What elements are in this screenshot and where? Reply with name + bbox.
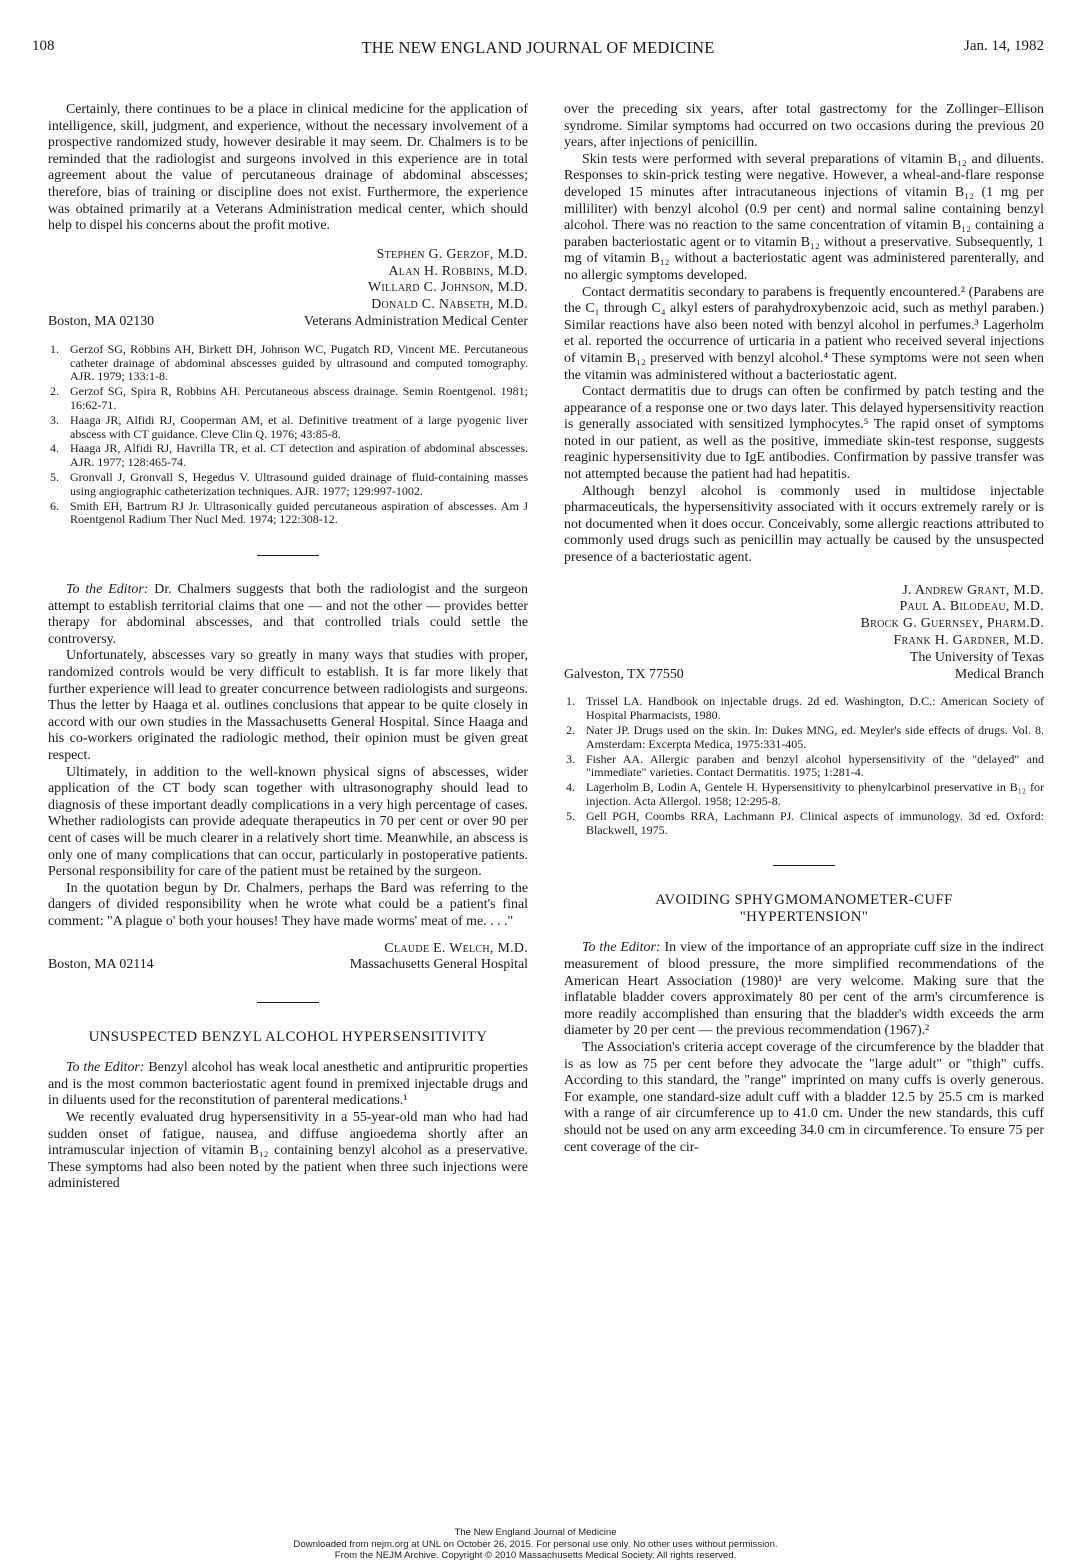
letter-gerzof xyxy=(48,102,528,527)
author-name: Willard C. Johnson, M.D. xyxy=(367,280,528,296)
reference-item: 1. Gerzof SG, Robbins AH, Birkett DH, Johnson WC, Pugatch RD, Vincent ME. Percutaneous catheter drainage of abdominal abscesses guided by ultrasound and computed tomography. AJR. 1979; 133:1-8. xyxy=(50,341,528,384)
author-name: Alan H. Robbins, M.D. xyxy=(388,263,528,279)
section-divider xyxy=(257,1002,319,1003)
lead-in: To the Editor: xyxy=(66,1060,145,1076)
page-header xyxy=(32,38,1044,60)
section-divider xyxy=(257,555,319,556)
paragraph: over the preceding six years, after total gastrectomy for the Zollinger–Ellison syndrome. Similar symptoms had occurred on two occasions during the previous 20 years, after injections of penicillin. xyxy=(564,102,1044,151)
institution: Veterans Administration Medical Center xyxy=(303,313,528,329)
reference-item: 6. Smith EH, Bartrum RJ Jr. Ultrasonically guided percutaneous aspiration of abscesses. Am J Roentgenol Radium Ther Nucl Med. 1974; 122:308-12. xyxy=(50,498,528,527)
footer-copyright: From the NEJM Archive. Copyright © 2010 Massachusetts Medical Society. All rights reserved. xyxy=(334,1550,737,1562)
paragraph: Contact dermatitis secondary to parabens is frequently encountered.² (Parabens are the C₁ through C₄ alkyl esters of parahydroxybenzoic acid, such as methyl paraben.) Similar reactions have also been noted with benzyl alcohol in perfumes.³ Lagerholm et al. reported the occurrence of urticaria in a patient who received several injections of vitamin B₁₂ preserved with benzyl alcohol.⁴ These symptoms were not seen when the vitamin was administered without a bacteriostatic agent. xyxy=(564,284,1044,383)
article-cuff-hypertension xyxy=(564,892,1044,1156)
reference-item: 5. Gronvall J, Gronvall S, Hegedus V. Ultrasound guided drainage of fluid-containing masses using angiographic catheterization techniques. AJR. 1977; 129:997-1002. xyxy=(50,469,528,498)
reference-item: 3. Haaga JR, Alfidi RJ, Cooperman AM, et al. Definitive treatment of a large pyogenic liver abscess with CT guidance. Cleve Clin Q. 1976; 43:85-8. xyxy=(50,412,528,441)
affiliation-line xyxy=(564,667,1044,684)
paragraph: Ultimately, in addition to the well-known physical signs of abscesses, wider application of the CT body scan together with ultrasonography should lead to diagnosis of these important deadly complications in a very high percentage of cases. Whether radiologists can provide adequate therapeutics in 70 per cent or over 90 per cent of cases will be much clearer in a relatively short time. Meanwhile, an abscess is only one of many complications that can occur, particularly in postoperative patients. Personal responsibility for care of the patient must be retained by the surgeon. xyxy=(48,764,528,880)
reference-item: 5. Gell PGH, Coombs RRA, Lachmann PJ. Clinical aspects of immunology. 3d ed. Oxford: Blackwell, 1975. xyxy=(566,808,1044,837)
author-name: J. Andrew Grant, M.D. xyxy=(902,582,1044,598)
article-benzyl-alcohol xyxy=(48,1029,528,1193)
reference-item: 4. Haaga JR, Alfidi RJ, Havrilla TR, et al. CT detection and aspiration of abdominal abscesses. AJR. 1977; 128:465-74. xyxy=(50,441,528,470)
paragraph: Unfortunately, abscesses vary so greatly in many ways that studies with proper, randomized controls would be very difficult to establish. It is far more likely that further experience will lead to greater concurrence between radiologists and surgeons. Thus the letter by Haaga et al. outlines conclusions that appear to be quite closely in accord with our own studies in the Massachusetts General Hospital. Since Haaga and his co-workers originated the radiologic method, their opinion must be given great respect. xyxy=(48,648,528,764)
affiliation-line xyxy=(48,957,528,974)
paragraph: The Association's criteria accept coverage of the circumference by the bladder that is as low as 75 per cent before they advocate the "large adult" or "thigh" cuffs. According to this standard, the "range" imprinted on many cuffs is overly generous. For example, one standard-size adult cuff with a bladder 12.5 by 25.5 cm is marked with a range of air circumference up to 41.0 cm. Under the new standards, this cuff should not be used on any arm exceeding 34.0 cm in circumference. To ensure 75 per cent coverage of the cir- xyxy=(564,1039,1044,1155)
author-name: Paul A. Bilodeau, M.D. xyxy=(899,599,1044,615)
signature-block xyxy=(48,941,528,958)
author-name: Frank H. Gardner, M.D. xyxy=(893,633,1044,649)
article-title: UNSUSPECTED BENZYL ALCOHOL HYPERSENSITIVITY xyxy=(88,1029,488,1046)
page-footer xyxy=(0,1527,1071,1562)
city-zip: Boston, MA 02130 xyxy=(48,313,155,329)
paragraph: We recently evaluated drug hypersensitivity in a 55-year-old man who had had sudden onset of fatigue, nausea, and diffuse angioedema shortly after an intramuscular injection of vitamin B₁₂ containing benzyl alcohol as a preservative. These symptoms had also been noted by the patient when three such injections were administered xyxy=(48,1109,528,1192)
right-column xyxy=(564,102,1044,1156)
lead-in: To the Editor: xyxy=(66,582,149,598)
paragraph: Although benzyl alcohol is commonly used in multidose injectable pharmaceuticals, the hypersensitivity associated with it occurs extremely rarely or is not documented when it does occur. Conceivably, some allergic reactions attributed to commonly used drugs such as penicillin may actually be caused by the unsuspected presence of a bacteriostatic agent. xyxy=(564,483,1044,566)
reference-list xyxy=(564,695,1044,837)
signature-block xyxy=(564,583,1044,667)
paragraph: To the Editor: Benzyl alcohol has weak local anesthetic and antipruritic properties and is the most common bacteriostatic agent found in premixed injectable drugs and in diluents used for the reconstitution of parenteral medications.¹ xyxy=(48,1060,528,1109)
paragraph: Skin tests were performed with several preparations of vitamin B₁₂ and diluents. Responses to skin-prick testing were negative. However, a wheal-and-flare response developed 15 minutes after intracutaneous injections of vitamin B₁₂ (1 mg per milliliter) with benzyl alcohol (0.9 per cent) and normal saline containing benzyl alcohol. There was no reaction to the same concentration of vitamin B₁₂ containing a paraben bacteriostatic agent or to vitamin B₁₂ without a preservative. Subsequently, 1 mg of vitamin B₁₂ without a bacteriostatic agent was administered parenterally, and no allergic symptoms developed. xyxy=(564,151,1044,283)
institution: Massachusetts General Hospital xyxy=(349,957,528,973)
footer-journal-name: The New England Journal of Medicine xyxy=(454,1527,617,1538)
affiliation-line xyxy=(48,314,528,331)
paragraph: Contact dermatitis due to drugs can often be confirmed by patch testing and the appearance of a response one or two days later. This delayed hypersensitivity reaction is generally associated with sensitized lymphocytes.⁵ The rapid onset of symptoms noted in our patient, as well as the positive, immediate skin-test response, suggests reaginic hypersensitivity due to IgE antibodies. Confirmation by passive transfer was not attempted because the patient had had hepatitis. xyxy=(564,384,1044,483)
paragraph: To the Editor: In view of the importance of an appropriate cuff size in the indirect measurement of blood pressure, the more simplified recommendations of the American Heart Association (1980)¹ are very welcome. Making sure that the inflatable bladder covers approximately 80 per cent of the arm's circumference is more readily accomplished than ensuring that the bladder's width exceeds the arm diameter by 20 per cent — the previous recommendation (1967).² xyxy=(564,940,1044,1039)
lead-in: To the Editor: xyxy=(582,940,661,956)
institution: Medical Branch xyxy=(954,666,1044,682)
letter-welch xyxy=(48,582,528,974)
author-name: Claude E. Welch, M.D. xyxy=(384,940,528,956)
reference-list xyxy=(48,343,528,527)
left-column xyxy=(48,102,528,1193)
reference-item: 2. Nater JP. Drugs used on the skin. In: Dukes MNG, ed. Meyler's side effects of drugs. Vol. 8. Amsterdam: Excerpta Medica, 1975:331-405. xyxy=(566,723,1044,751)
institution: The University of Texas xyxy=(909,649,1044,665)
article-benzyl-alcohol-continued xyxy=(564,102,1044,837)
journal-title: THE NEW ENGLAND JOURNAL OF MEDICINE xyxy=(361,38,715,57)
city-zip: Boston, MA 02114 xyxy=(48,957,154,973)
footer-download-notice: Downloaded from nejm.org at UNL on October 26, 2015. For personal use only. No other uses without permission. xyxy=(293,1538,778,1550)
reference-item: 3. Fisher AA. Allergic paraben and benzyl alcohol hypersensitivity of the "delayed" and "immediate" varieties. Contact Dermatitis. 1975; 1:281-4. xyxy=(566,751,1044,780)
reference-item: 4. Lagerholm B, Lodin A, Gentele H. Hypersensitivity to phenylcarbinol preservative in B₁₂ for injection. Acta Allergol. 1958; 12:295-8. xyxy=(566,780,1044,808)
paragraph: Certainly, there continues to be a place in clinical medicine for the application of intelligence, skill, judgment, and experience, without the necessary involvement of a prospective randomized study, however desirable it may seem. Dr. Chalmers is to be reminded that the radiologist and surgeons involved in this experience are in total agreement about the value of percutaneous drainage of abdominal abscesses; therefore, bias of training or discipline does not exist. Furthermore, the experience was obtained primarily at a Veterans Administration medical center, which should help to dispel his concerns about the profit motive. xyxy=(48,102,528,234)
issue-date: Jan. 14, 1982 xyxy=(964,38,1044,54)
paragraph: To the Editor: Dr. Chalmers suggests that both the radiologist and the surgeon attempt to establish territorial claims that one — and not the other — provides better therapy for abdominal abscesses, and that controlled trials could settle the controversy. xyxy=(48,582,528,647)
author-name: Stephen G. Gerzof, M.D. xyxy=(376,246,528,262)
page-number: 108 xyxy=(32,38,55,54)
reference-item: 2. Gerzof SG, Spira R, Robbins AH. Percutaneous abscess drainage. Semin Roentgenol. 1981; 16:62-71. xyxy=(50,384,528,412)
reference-item: 1. Trissel LA. Handbook on injectable drugs. 2d ed. Washington, D.C.: American Society of Hospital Pharmacists, 1980. xyxy=(566,694,1044,723)
author-name: Donald C. Nabseth, M.D. xyxy=(371,297,528,313)
article-title: AVOIDING SPHYGMOMANOMETER-CUFF "HYPERTENSION" xyxy=(655,892,953,926)
author-name: Brock G. Guernsey, Pharm.D. xyxy=(860,616,1044,632)
city-zip: Galveston, TX 77550 xyxy=(564,666,684,682)
signature-block xyxy=(48,247,528,314)
section-divider xyxy=(773,865,835,866)
paragraph: In the quotation begun by Dr. Chalmers, perhaps the Bard was referring to the dangers of divided responsibility when he wrote what could be a patient's final comment: "A plague o' both your houses! They have made worms' meat of me. . . ." xyxy=(48,880,528,929)
